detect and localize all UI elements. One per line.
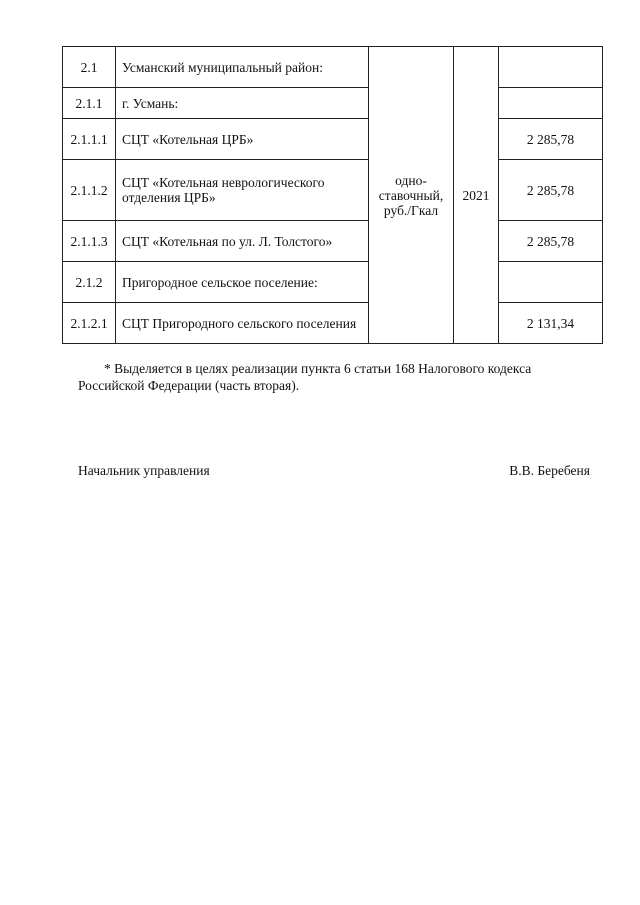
row-name: СЦТ Пригородного сельского поселения [116,303,369,344]
row-name: СЦТ «Котельная ЦРБ» [116,119,369,160]
table-row [63,262,603,303]
row-name: г. Усмань: [116,88,369,119]
row-number: 2.1.2.1 [63,303,116,344]
row-name: СЦТ «Котельная неврологического отделения ЦРБ» [116,160,369,221]
row-value [499,88,603,119]
row-name: Усманский муниципальный район: [116,47,369,88]
table-row [63,303,603,344]
row-value: 2 131,34 [499,303,603,344]
footnote: * Выделяется в целях реализации пункта 6 статьи 168 Налогового кодекса Российской Федерации (часть вторая). [78,361,532,393]
row-number: 2.1.2 [63,262,116,303]
row-value: 2 285,78 [499,119,603,160]
row-value: 2 285,78 [499,221,603,262]
signature-name: В.В. Беребеня [509,463,590,478]
year-cell: 2021 [454,47,499,344]
row-value [499,262,603,303]
row-number: 2.1.1.3 [63,221,116,262]
row-name: СЦТ «Котельная по ул. Л. Толстого» [116,221,369,262]
table-row [63,47,603,88]
tariff-table [62,46,603,344]
row-value: 2 285,78 [499,160,603,221]
signature-position: Начальник управления [78,463,210,478]
row-number: 2.1.1.1 [63,119,116,160]
row-number: 2.1.1 [63,88,116,119]
table-row [63,221,603,262]
row-value [499,47,603,88]
unit-cell: одно-ставочный, руб./Гкал [369,47,454,344]
row-number: 2.1.1.2 [63,160,116,221]
row-number: 2.1 [63,47,116,88]
row-name: Пригородное сельское поселение: [116,262,369,303]
table-row [63,119,603,160]
table-row [63,88,603,119]
table-row [63,160,603,221]
